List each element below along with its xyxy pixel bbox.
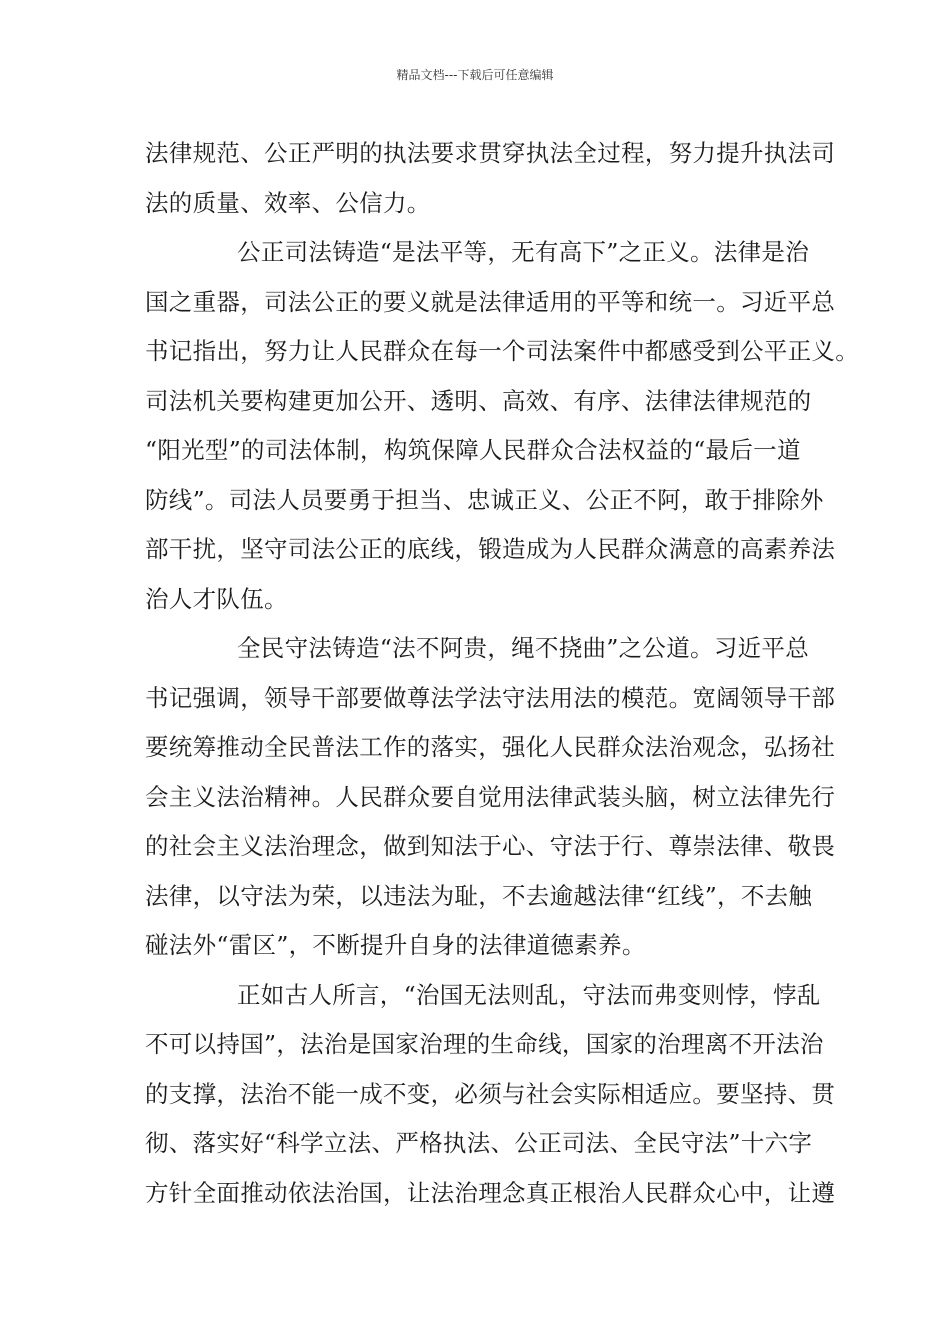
text-line: 书记指出，努力让人民群众在每一个司法案件中都感受到公平正义。 [145, 337, 859, 365]
text-line: 会主义法治精神。人民群众要自觉用法律武装头脑，树立法律先行 [145, 782, 836, 811]
text-line: 方针全面推动依法治国，让法治理念真正根治人民群众心中，让遵 [145, 1178, 836, 1207]
text-line: 法律规范、公正严明的执法要求贯穿执法全过程，努力提升执法司 [145, 139, 836, 167]
text-line: 书记强调，领导干部要做尊法学法守法用法的模范。宽阔领导干部 [145, 683, 836, 712]
text-line: 法律，以守法为荣，以违法为耻，不去逾越法律“红线”，不去触 [145, 881, 813, 910]
text-line: 不可以持国”，法治是国家治理的生命线，国家的治理离不开法治 [145, 1030, 824, 1058]
document-body [145, 133, 859, 1222]
text-line: 碰法外“雷区”，不断提升自身的法律道德素养。 [145, 931, 646, 959]
page-header: 精品文档---下载后可任意编辑 [396, 68, 554, 82]
paragraph-start-line: 正如古人所言，“治国无法则乱，守法而弗变则悖，悖乱 [237, 980, 821, 1009]
text-line: 防线”。司法人员要勇于担当、忠诚正义、公正不阿，敢于排除外 [145, 485, 824, 514]
text-line: “阳光型”的司法体制，构筑保障人民群众合法权益的“最后一道 [145, 436, 801, 464]
text-line: 的社会主义法治理念，做到知法于心、守法于行、尊崇法律、敬畏 [145, 832, 836, 860]
text-line: 部干扰，坚守司法公正的底线，锻造成为人民群众满意的高素养法 [145, 535, 836, 563]
text-line: 彻、落实好“科学立法、严格执法、公正司法、全民守法”十六字 [145, 1129, 813, 1157]
text-line: 的支撑，法治不能一成不变，必须与社会实际相适应。要坚持、贯 [145, 1079, 836, 1108]
text-line: 司法机关要构建更加公开、透明、高效、有序、法律法律规范的 [145, 386, 812, 415]
text-line: 治人才队伍。 [145, 584, 288, 613]
text-line: 国之重器，司法公正的要义就是法律适用的平等和统一。习近平总 [145, 287, 836, 316]
text-line: 要统筹推动全民普法工作的落实，强化人民群众法治观念，弘扬社 [145, 733, 836, 761]
paragraph-start-line: 全民守法铸造“法不阿贵，绳不挠曲”之公道。习近平总 [237, 634, 810, 662]
paragraph-start-line: 公正司法铸造“是法平等，无有高下”之正义。法律是治 [237, 238, 810, 266]
text-line: 法的质量、效率、公信力。 [145, 188, 431, 217]
